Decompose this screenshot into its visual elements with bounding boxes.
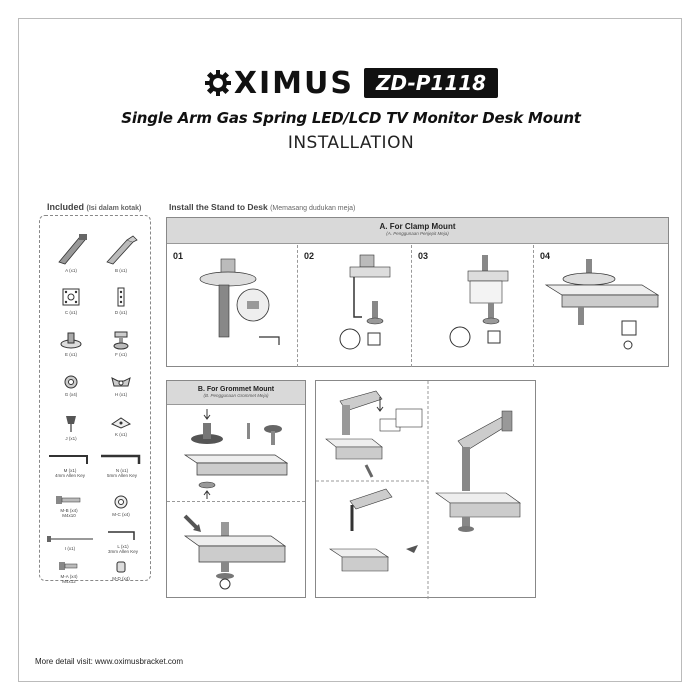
- part-k: [98, 414, 144, 437]
- part-label: L (x1): [117, 544, 129, 549]
- step-02: [298, 245, 412, 367]
- part-label: A (x1): [65, 268, 77, 273]
- part-g: [48, 374, 94, 397]
- allen-key-icon: [47, 452, 93, 466]
- included-parts-box: [39, 215, 151, 585]
- part-label-detail: 4mm Allen Key: [54, 473, 85, 479]
- part-e: [48, 330, 94, 357]
- knob-icon: [63, 414, 79, 434]
- part-j: [48, 414, 94, 441]
- part-label: F (x1): [115, 352, 127, 357]
- clamp-icon: [109, 330, 133, 350]
- part-label: M (x1): [63, 468, 77, 473]
- part-l: [98, 528, 148, 554]
- section-b-title: B. For Grommet Mount: [197, 386, 275, 393]
- washer-plate-icon: [110, 414, 132, 430]
- brand-logo: [204, 66, 354, 101]
- footer-link-text: More detail visit: www.oximusbracket.com: [35, 657, 184, 666]
- part-label: M-B (x4): [60, 508, 78, 513]
- section-b-header: [167, 381, 305, 405]
- page-subtitle: INSTALLATION: [287, 133, 415, 153]
- part-label: H (x1): [114, 392, 128, 397]
- install-heading-sub: (Memasang dudukan meja): [270, 205, 356, 212]
- part-label: J (x1): [65, 436, 77, 441]
- allen-key-icon: [99, 452, 145, 466]
- page-title: Single Arm Gas Spring LED/LCD TV Monitor Desk Mount: [121, 109, 581, 127]
- allen-key-icon: [106, 528, 140, 542]
- step-01-illustration: [167, 245, 298, 367]
- washer-icon: [113, 494, 129, 510]
- part-i: [44, 534, 96, 551]
- model-badge: ZD-P1118: [364, 68, 498, 98]
- part-label: M-A (x4): [60, 574, 78, 579]
- section-b-subtitle: (B. Penggunaan Grommet Meja): [203, 393, 269, 398]
- brand-header: [19, 65, 683, 101]
- part-label: M-C (x4): [112, 512, 130, 517]
- instruction-sheet: [18, 18, 682, 682]
- part-m-b: [46, 494, 92, 518]
- part-b: [98, 232, 144, 273]
- step-02-illustration: [298, 245, 412, 367]
- part-label-detail: M4x12: [62, 579, 76, 585]
- part-n: [96, 452, 148, 478]
- part-label: G (x4): [64, 392, 78, 397]
- grommet-parts-illustration: [167, 405, 305, 501]
- part-d: [98, 286, 144, 315]
- step-03-illustration: [412, 245, 534, 367]
- part-label: N (x1): [115, 468, 129, 473]
- part-m-a: [46, 560, 92, 584]
- section-a-title: A. For Clamp Mount: [379, 222, 456, 231]
- arm-segment-icon: [101, 232, 141, 266]
- included-heading-sub: (Isi dalam kotak): [86, 205, 142, 212]
- part-label: C (x1): [64, 310, 78, 315]
- arm-assembly-illustration: [316, 381, 537, 599]
- part-label: K (x1): [114, 432, 127, 437]
- part-label: D (x1): [114, 310, 128, 315]
- part-f: [98, 330, 144, 357]
- part-label-detail: 3mm Allen Key: [107, 549, 138, 555]
- part-m: [44, 452, 96, 478]
- grommet-install-panel: [167, 501, 305, 597]
- install-heading-text: Install the Stand to Desk: [169, 202, 268, 212]
- install-heading: [169, 202, 355, 212]
- step-number: 03: [418, 251, 429, 261]
- grommet-mount-section: [166, 380, 306, 598]
- clamp-mount-section: [166, 217, 669, 367]
- vesa-plate-icon: [60, 286, 82, 308]
- step-number: 02: [304, 251, 315, 261]
- included-heading-text: Included: [47, 202, 85, 212]
- part-m-d: [98, 560, 144, 581]
- base-plate-icon: [59, 330, 83, 350]
- part-a: [48, 232, 94, 273]
- part-label-detail: 5mm Allen Key: [106, 473, 137, 479]
- step-04-illustration: [534, 245, 669, 367]
- part-label: I (x1): [64, 546, 76, 551]
- part-m-c: [98, 494, 144, 517]
- arm-assembly-section: [315, 380, 536, 598]
- spacer-icon: [114, 560, 128, 574]
- wing-nut-icon: [110, 374, 132, 390]
- bracket-icon: [110, 286, 132, 308]
- spacer-icon: [63, 374, 79, 390]
- section-a-subtitle: (A. Penggunaan Penjepit Meja): [386, 231, 449, 236]
- step-03: [412, 245, 534, 367]
- grommet-install-illustration: [167, 502, 305, 598]
- rod-icon: [45, 534, 95, 544]
- gear-logo-icon: [204, 69, 232, 97]
- section-a-header: [167, 218, 668, 244]
- part-label: B (x1): [114, 268, 127, 273]
- step-01: [167, 245, 298, 367]
- part-label: M-D (x4): [112, 576, 130, 581]
- part-c: [48, 286, 94, 315]
- step-number: 01: [173, 251, 184, 261]
- screw-icon: [54, 494, 84, 506]
- part-h: [98, 374, 144, 397]
- part-label-detail: M4x10: [62, 513, 76, 519]
- part-label: E (x1): [64, 352, 77, 357]
- logo-text: XIMUS: [233, 65, 354, 101]
- arm-segment-icon: [51, 232, 91, 266]
- screw-icon: [57, 560, 81, 572]
- step-04: [534, 245, 669, 367]
- step-number: 04: [540, 251, 551, 261]
- included-heading: [47, 202, 141, 212]
